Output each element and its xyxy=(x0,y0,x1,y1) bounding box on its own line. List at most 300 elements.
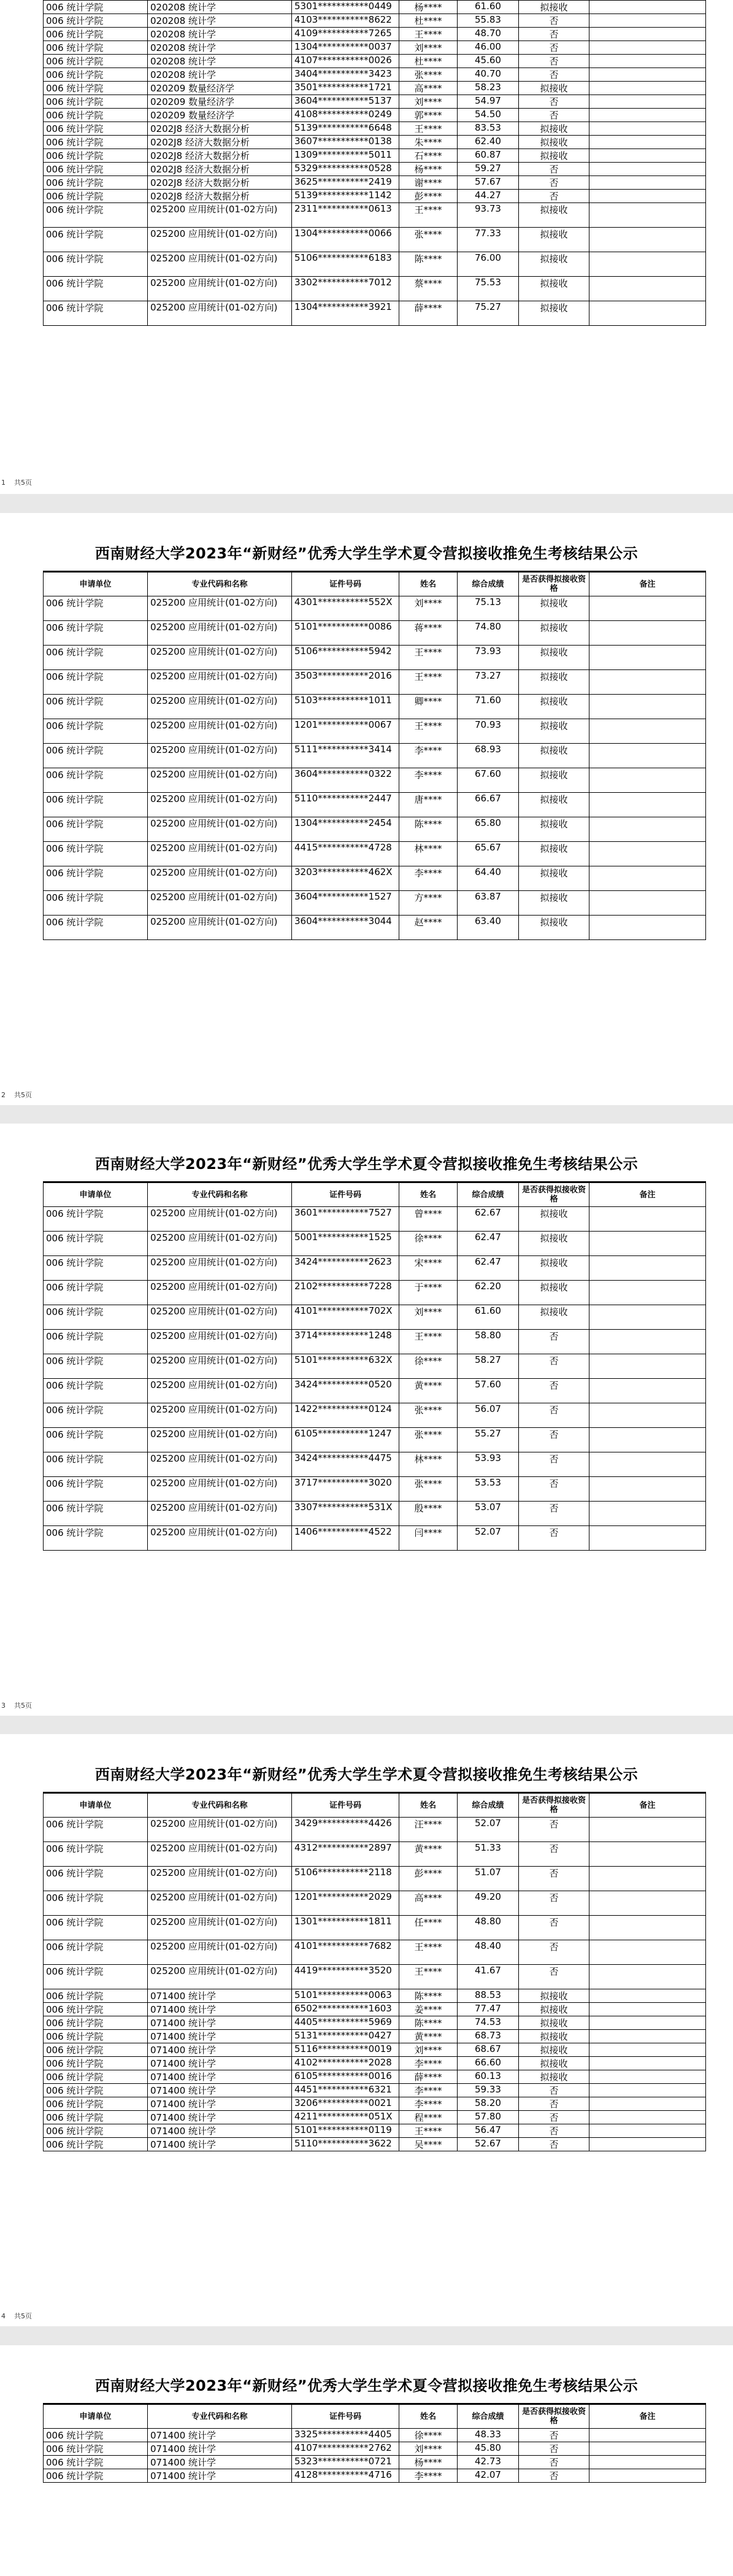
cell-id-number: 5106***********2118 xyxy=(292,1867,399,1891)
cell-major: 025200 应用统计(01-02方向) xyxy=(148,277,292,301)
cell-status: 否 xyxy=(519,1526,589,1551)
results-table-page-1 xyxy=(43,0,706,326)
cell-unit: 006 统计学院 xyxy=(44,2138,148,2151)
cell-id-number: 4312***********2897 xyxy=(292,1842,399,1867)
cell-major: 025200 应用统计(01-02方向) xyxy=(148,670,292,695)
cell-remark xyxy=(589,2057,706,2070)
table-row xyxy=(44,1281,706,1305)
cell-remark xyxy=(589,277,706,301)
cell-status: 否 xyxy=(519,1354,589,1379)
cell-remark xyxy=(589,1232,706,1256)
cell-status: 否 xyxy=(519,1403,589,1428)
cell-remark xyxy=(589,2429,706,2442)
table-row xyxy=(44,621,706,646)
cell-unit: 006 统计学院 xyxy=(44,136,148,149)
cell-score: 63.87 xyxy=(458,891,519,916)
cell-score: 52.07 xyxy=(458,1818,519,1842)
cell-name: 杨**** xyxy=(399,163,458,176)
cell-status: 否 xyxy=(519,68,589,82)
document-page-2 xyxy=(0,513,733,1105)
table-row xyxy=(44,122,706,136)
cell-unit: 006 统计学院 xyxy=(44,28,148,41)
table-row xyxy=(44,2016,706,2030)
cell-unit: 006 统计学院 xyxy=(44,203,148,228)
column-header-score: 综合成绩 xyxy=(458,1182,519,1207)
cell-unit: 006 统计学院 xyxy=(44,95,148,109)
table-row xyxy=(44,891,706,916)
cell-name: 杨**** xyxy=(399,2456,458,2469)
cell-name: 刘**** xyxy=(399,95,458,109)
cell-score: 73.93 xyxy=(458,646,519,670)
cell-unit: 006 统计学院 xyxy=(44,1502,148,1526)
cell-name: 王**** xyxy=(399,719,458,744)
cell-remark xyxy=(589,14,706,28)
cell-status: 拟接收 xyxy=(519,793,589,817)
cell-name: 徐**** xyxy=(399,2429,458,2442)
cell-remark xyxy=(589,2442,706,2456)
cell-remark xyxy=(589,1989,706,2003)
table-row xyxy=(44,1428,706,1452)
table-row xyxy=(44,1818,706,1842)
cell-score: 51.07 xyxy=(458,1867,519,1891)
column-header-remark: 备注 xyxy=(589,2404,706,2429)
cell-major: 025200 应用统计(01-02方向) xyxy=(148,1354,292,1379)
cell-status: 拟接收 xyxy=(519,1305,589,1330)
cell-status: 否 xyxy=(519,2084,589,2097)
table-row xyxy=(44,1452,706,1477)
table-row xyxy=(44,2003,706,2016)
cell-score: 58.23 xyxy=(458,82,519,95)
cell-unit: 006 统计学院 xyxy=(44,1916,148,1940)
cell-unit: 006 统计学院 xyxy=(44,1867,148,1891)
document-page-3 xyxy=(0,1124,733,1716)
cell-name: 刘**** xyxy=(399,1305,458,1330)
cell-name: 李**** xyxy=(399,768,458,793)
cell-major: 0202J8 经济大数据分析 xyxy=(148,163,292,176)
cell-name: 林**** xyxy=(399,842,458,866)
cell-unit: 006 统计学院 xyxy=(44,1965,148,1989)
cell-name: 曾**** xyxy=(399,1207,458,1232)
column-header-major: 专业代码和名称 xyxy=(148,1182,292,1207)
cell-score: 62.67 xyxy=(458,1207,519,1232)
cell-id-number: 3404***********3423 xyxy=(292,68,399,82)
cell-score: 54.97 xyxy=(458,95,519,109)
cell-status: 否 xyxy=(519,1428,589,1452)
cell-status: 拟接收 xyxy=(519,817,589,842)
cell-status: 否 xyxy=(519,14,589,28)
column-header-remark: 备注 xyxy=(589,1182,706,1207)
cell-major: 071400 统计学 xyxy=(148,2429,292,2442)
cell-status: 拟接收 xyxy=(519,2043,589,2057)
column-header-id-number: 证件号码 xyxy=(292,2404,399,2429)
cell-id-number: 5329***********0528 xyxy=(292,163,399,176)
cell-status: 否 xyxy=(519,176,589,190)
cell-unit: 006 统计学院 xyxy=(44,301,148,326)
document-page-5 xyxy=(0,2345,733,2576)
column-header-id-number: 证件号码 xyxy=(292,572,399,596)
cell-remark xyxy=(589,2003,706,2016)
column-header-id-number: 证件号码 xyxy=(292,1182,399,1207)
table-row xyxy=(44,793,706,817)
cell-major: 025200 应用统计(01-02方向) xyxy=(148,1403,292,1428)
cell-name: 李**** xyxy=(399,744,458,768)
table-row xyxy=(44,1,706,14)
cell-name: 王**** xyxy=(399,28,458,41)
results-table-page-3 xyxy=(43,1181,706,1551)
cell-status: 拟接收 xyxy=(519,866,589,891)
cell-major: 071400 统计学 xyxy=(148,2097,292,2111)
column-header-status: 是否获得拟接收资格 xyxy=(519,2404,589,2429)
cell-score: 68.67 xyxy=(458,2043,519,2057)
cell-unit: 006 统计学院 xyxy=(44,228,148,252)
table-row xyxy=(44,1379,706,1403)
cell-remark xyxy=(589,301,706,326)
cell-id-number: 3604***********0322 xyxy=(292,768,399,793)
cell-score: 68.73 xyxy=(458,2030,519,2043)
cell-status: 拟接收 xyxy=(519,2016,589,2030)
cell-name: 张**** xyxy=(399,1403,458,1428)
cell-id-number: 4109***********7265 xyxy=(292,28,399,41)
cell-id-number: 1304***********3921 xyxy=(292,301,399,326)
cell-remark xyxy=(589,190,706,203)
column-header-status: 是否获得拟接收资格 xyxy=(519,1793,589,1818)
cell-status: 拟接收 xyxy=(519,842,589,866)
table-row xyxy=(44,2084,706,2097)
cell-score: 53.07 xyxy=(458,1502,519,1526)
cell-id-number: 3601***********7527 xyxy=(292,1207,399,1232)
cell-major: 071400 统计学 xyxy=(148,2057,292,2070)
cell-remark xyxy=(589,1330,706,1354)
column-header-major: 专业代码和名称 xyxy=(148,1793,292,1818)
cell-id-number: 5116***********0019 xyxy=(292,2043,399,2057)
cell-unit: 006 统计学院 xyxy=(44,1232,148,1256)
column-header-score: 综合成绩 xyxy=(458,1793,519,1818)
cell-status: 拟接收 xyxy=(519,670,589,695)
table-row xyxy=(44,2138,706,2151)
cell-remark xyxy=(589,793,706,817)
cell-id-number: 4103***********8622 xyxy=(292,14,399,28)
cell-id-number: 5106***********6183 xyxy=(292,252,399,277)
cell-remark xyxy=(589,719,706,744)
cell-name: 蒋**** xyxy=(399,621,458,646)
cell-name: 姜**** xyxy=(399,2003,458,2016)
column-header-unit: 申请单位 xyxy=(44,572,148,596)
cell-score: 57.80 xyxy=(458,2111,519,2124)
cell-status: 拟接收 xyxy=(519,277,589,301)
cell-unit: 006 统计学院 xyxy=(44,1989,148,2003)
cell-name: 汪**** xyxy=(399,1818,458,1842)
cell-unit: 006 统计学院 xyxy=(44,1305,148,1330)
cell-name: 王**** xyxy=(399,1965,458,1989)
cell-score: 46.00 xyxy=(458,41,519,55)
cell-id-number: 4128***********4716 xyxy=(292,2469,399,2483)
cell-status: 拟接收 xyxy=(519,719,589,744)
cell-unit: 006 统计学院 xyxy=(44,866,148,891)
cell-major: 071400 统计学 xyxy=(148,2111,292,2124)
cell-unit: 006 统计学院 xyxy=(44,916,148,940)
cell-remark xyxy=(589,176,706,190)
cell-remark xyxy=(589,1256,706,1281)
cell-id-number: 3429***********4426 xyxy=(292,1818,399,1842)
cell-unit: 006 统计学院 xyxy=(44,2111,148,2124)
table-row xyxy=(44,1891,706,1916)
cell-name: 宋**** xyxy=(399,1256,458,1281)
table-row xyxy=(44,2429,706,2442)
cell-id-number: 3203***********462X xyxy=(292,866,399,891)
cell-major: 025200 应用统计(01-02方向) xyxy=(148,1502,292,1526)
cell-major: 025200 应用统计(01-02方向) xyxy=(148,301,292,326)
cell-unit: 006 统计学院 xyxy=(44,122,148,136)
cell-major: 0202J8 经济大数据分析 xyxy=(148,176,292,190)
cell-score: 62.47 xyxy=(458,1232,519,1256)
column-header-unit: 申请单位 xyxy=(44,1182,148,1207)
cell-major: 071400 统计学 xyxy=(148,2043,292,2057)
cell-status: 否 xyxy=(519,95,589,109)
cell-score: 45.80 xyxy=(458,2442,519,2456)
cell-status: 否 xyxy=(519,163,589,176)
cell-remark xyxy=(589,2043,706,2057)
cell-major: 025200 应用统计(01-02方向) xyxy=(148,1379,292,1403)
cell-unit: 006 统计学院 xyxy=(44,176,148,190)
cell-status: 否 xyxy=(519,2442,589,2456)
cell-score: 61.60 xyxy=(458,1305,519,1330)
cell-status: 否 xyxy=(519,2429,589,2442)
column-header-remark: 备注 xyxy=(589,1793,706,1818)
cell-unit: 006 统计学院 xyxy=(44,1354,148,1379)
cell-id-number: 5001***********1525 xyxy=(292,1232,399,1256)
cell-score: 62.47 xyxy=(458,1256,519,1281)
cell-unit: 006 统计学院 xyxy=(44,1940,148,1965)
cell-unit: 006 统计学院 xyxy=(44,149,148,163)
cell-name: 张**** xyxy=(399,1477,458,1502)
cell-unit: 006 统计学院 xyxy=(44,1,148,14)
cell-remark xyxy=(589,1842,706,1867)
cell-score: 54.50 xyxy=(458,109,519,122)
cell-major: 025200 应用统计(01-02方向) xyxy=(148,646,292,670)
cell-remark xyxy=(589,2084,706,2097)
results-table-page-2 xyxy=(43,571,706,940)
cell-remark xyxy=(589,1354,706,1379)
cell-score: 53.53 xyxy=(458,1477,519,1502)
column-header-score: 综合成绩 xyxy=(458,2404,519,2429)
cell-major: 025200 应用统计(01-02方向) xyxy=(148,1256,292,1281)
cell-major: 071400 统计学 xyxy=(148,2003,292,2016)
cell-name: 刘**** xyxy=(399,2442,458,2456)
cell-remark xyxy=(589,163,706,176)
cell-id-number: 3424***********4475 xyxy=(292,1452,399,1477)
cell-major: 020208 统计学 xyxy=(148,1,292,14)
cell-id-number: 4405***********5969 xyxy=(292,2016,399,2030)
cell-id-number: 3206***********0021 xyxy=(292,2097,399,2111)
cell-status: 否 xyxy=(519,55,589,68)
cell-score: 77.47 xyxy=(458,2003,519,2016)
table-row xyxy=(44,1989,706,2003)
cell-major: 071400 统计学 xyxy=(148,2442,292,2456)
table-row xyxy=(44,1916,706,1940)
cell-remark xyxy=(589,1428,706,1452)
cell-id-number: 4419***********3520 xyxy=(292,1965,399,1989)
table-row xyxy=(44,2124,706,2138)
column-header-major: 专业代码和名称 xyxy=(148,572,292,596)
cell-name: 唐**** xyxy=(399,793,458,817)
table-row xyxy=(44,1305,706,1330)
cell-unit: 006 统计学院 xyxy=(44,596,148,621)
cell-score: 64.40 xyxy=(458,866,519,891)
cell-major: 025200 应用统计(01-02方向) xyxy=(148,695,292,719)
cell-score: 62.20 xyxy=(458,1281,519,1305)
cell-status: 否 xyxy=(519,1965,589,1989)
cell-remark xyxy=(589,149,706,163)
cell-name: 张**** xyxy=(399,228,458,252)
cell-name: 李**** xyxy=(399,2057,458,2070)
table-row xyxy=(44,768,706,793)
cell-name: 卿**** xyxy=(399,695,458,719)
cell-remark xyxy=(589,817,706,842)
cell-score: 57.67 xyxy=(458,176,519,190)
cell-name: 石**** xyxy=(399,149,458,163)
page-number: 3 共5页 xyxy=(1,1702,32,1710)
cell-name: 林**** xyxy=(399,1452,458,1477)
cell-score: 77.33 xyxy=(458,228,519,252)
cell-id-number: 5111***********3414 xyxy=(292,744,399,768)
cell-major: 025200 应用统计(01-02方向) xyxy=(148,1867,292,1891)
cell-unit: 006 统计学院 xyxy=(44,2003,148,2016)
cell-major: 025200 应用统计(01-02方向) xyxy=(148,1232,292,1256)
cell-remark xyxy=(589,695,706,719)
cell-id-number: 5139***********6648 xyxy=(292,122,399,136)
cell-unit: 006 统计学院 xyxy=(44,670,148,695)
cell-id-number: 4108***********0249 xyxy=(292,109,399,122)
table-row xyxy=(44,149,706,163)
cell-status: 否 xyxy=(519,28,589,41)
cell-id-number: 1301***********1811 xyxy=(292,1916,399,1940)
cell-score: 44.27 xyxy=(458,190,519,203)
cell-status: 拟接收 xyxy=(519,1,589,14)
cell-remark xyxy=(589,744,706,768)
cell-score: 48.80 xyxy=(458,1916,519,1940)
table-row xyxy=(44,1867,706,1891)
cell-score: 56.47 xyxy=(458,2124,519,2138)
cell-status: 拟接收 xyxy=(519,203,589,228)
cell-unit: 006 统计学院 xyxy=(44,163,148,176)
cell-id-number: 1201***********2029 xyxy=(292,1891,399,1916)
cell-status: 拟接收 xyxy=(519,2030,589,2043)
cell-major: 025200 应用统计(01-02方向) xyxy=(148,817,292,842)
cell-name: 刘**** xyxy=(399,2043,458,2057)
cell-score: 48.70 xyxy=(458,28,519,41)
cell-id-number: 5323***********0721 xyxy=(292,2456,399,2469)
cell-id-number: 4101***********702X xyxy=(292,1305,399,1330)
table-row xyxy=(44,1330,706,1354)
table-row xyxy=(44,2030,706,2043)
cell-major: 020209 数量经济学 xyxy=(148,95,292,109)
cell-name: 殷**** xyxy=(399,1502,458,1526)
cell-unit: 006 统计学院 xyxy=(44,1330,148,1354)
cell-status: 拟接收 xyxy=(519,1989,589,2003)
cell-major: 025200 应用统计(01-02方向) xyxy=(148,1477,292,1502)
cell-id-number: 5101***********0063 xyxy=(292,1989,399,2003)
table-row xyxy=(44,2070,706,2084)
cell-remark xyxy=(589,2138,706,2151)
cell-id-number: 3607***********0138 xyxy=(292,136,399,149)
table-row xyxy=(44,2057,706,2070)
cell-name: 李**** xyxy=(399,2097,458,2111)
cell-id-number: 2311***********0613 xyxy=(292,203,399,228)
cell-status: 拟接收 xyxy=(519,768,589,793)
cell-id-number: 2102***********7228 xyxy=(292,1281,399,1305)
cell-major: 025200 应用统计(01-02方向) xyxy=(148,891,292,916)
cell-name: 王**** xyxy=(399,203,458,228)
cell-id-number: 3424***********2623 xyxy=(292,1256,399,1281)
cell-name: 张**** xyxy=(399,68,458,82)
column-header-name: 姓名 xyxy=(399,1793,458,1818)
cell-major: 025200 应用统计(01-02方向) xyxy=(148,1818,292,1842)
cell-name: 彭**** xyxy=(399,190,458,203)
page-number: 1 共5页 xyxy=(1,479,32,487)
cell-id-number: 1309***********5011 xyxy=(292,149,399,163)
cell-score: 40.70 xyxy=(458,68,519,82)
cell-score: 48.33 xyxy=(458,2429,519,2442)
cell-remark xyxy=(589,891,706,916)
cell-major: 0202J8 经济大数据分析 xyxy=(148,149,292,163)
table-row xyxy=(44,817,706,842)
cell-unit: 006 统计学院 xyxy=(44,14,148,28)
cell-score: 75.13 xyxy=(458,596,519,621)
cell-major: 071400 统计学 xyxy=(148,2070,292,2084)
cell-remark xyxy=(589,1,706,14)
cell-name: 刘**** xyxy=(399,596,458,621)
cell-score: 76.00 xyxy=(458,252,519,277)
cell-major: 071400 统计学 xyxy=(148,2124,292,2138)
cell-score: 53.93 xyxy=(458,1452,519,1477)
cell-score: 58.20 xyxy=(458,2097,519,2111)
cell-score: 62.40 xyxy=(458,136,519,149)
cell-major: 025200 应用统计(01-02方向) xyxy=(148,1281,292,1305)
cell-remark xyxy=(589,2016,706,2030)
cell-score: 55.27 xyxy=(458,1428,519,1452)
cell-major: 025200 应用统计(01-02方向) xyxy=(148,793,292,817)
table-row xyxy=(44,1502,706,1526)
cell-id-number: 3325***********4405 xyxy=(292,2429,399,2442)
cell-status: 否 xyxy=(519,1477,589,1502)
table-row xyxy=(44,28,706,41)
document-page-4 xyxy=(0,1734,733,2326)
cell-id-number: 3503***********2016 xyxy=(292,670,399,695)
cell-status: 拟接收 xyxy=(519,252,589,277)
cell-major: 071400 统计学 xyxy=(148,2456,292,2469)
cell-score: 67.60 xyxy=(458,768,519,793)
cell-status: 否 xyxy=(519,1891,589,1916)
cell-status: 拟接收 xyxy=(519,1256,589,1281)
cell-status: 拟接收 xyxy=(519,891,589,916)
cell-unit: 006 统计学院 xyxy=(44,793,148,817)
cell-remark xyxy=(589,2111,706,2124)
cell-status: 拟接收 xyxy=(519,596,589,621)
cell-id-number: 3714***********1248 xyxy=(292,1330,399,1354)
results-table-page-4 xyxy=(43,1792,706,2151)
table-row xyxy=(44,2456,706,2469)
cell-score: 93.73 xyxy=(458,203,519,228)
cell-unit: 006 统计学院 xyxy=(44,68,148,82)
cell-name: 张**** xyxy=(399,1428,458,1452)
cell-unit: 006 统计学院 xyxy=(44,55,148,68)
cell-major: 0202J8 经济大数据分析 xyxy=(148,190,292,203)
column-header-unit: 申请单位 xyxy=(44,2404,148,2429)
cell-name: 黄**** xyxy=(399,1379,458,1403)
cell-unit: 006 统计学院 xyxy=(44,1818,148,1842)
cell-id-number: 3604***********3044 xyxy=(292,916,399,940)
cell-score: 58.80 xyxy=(458,1330,519,1354)
